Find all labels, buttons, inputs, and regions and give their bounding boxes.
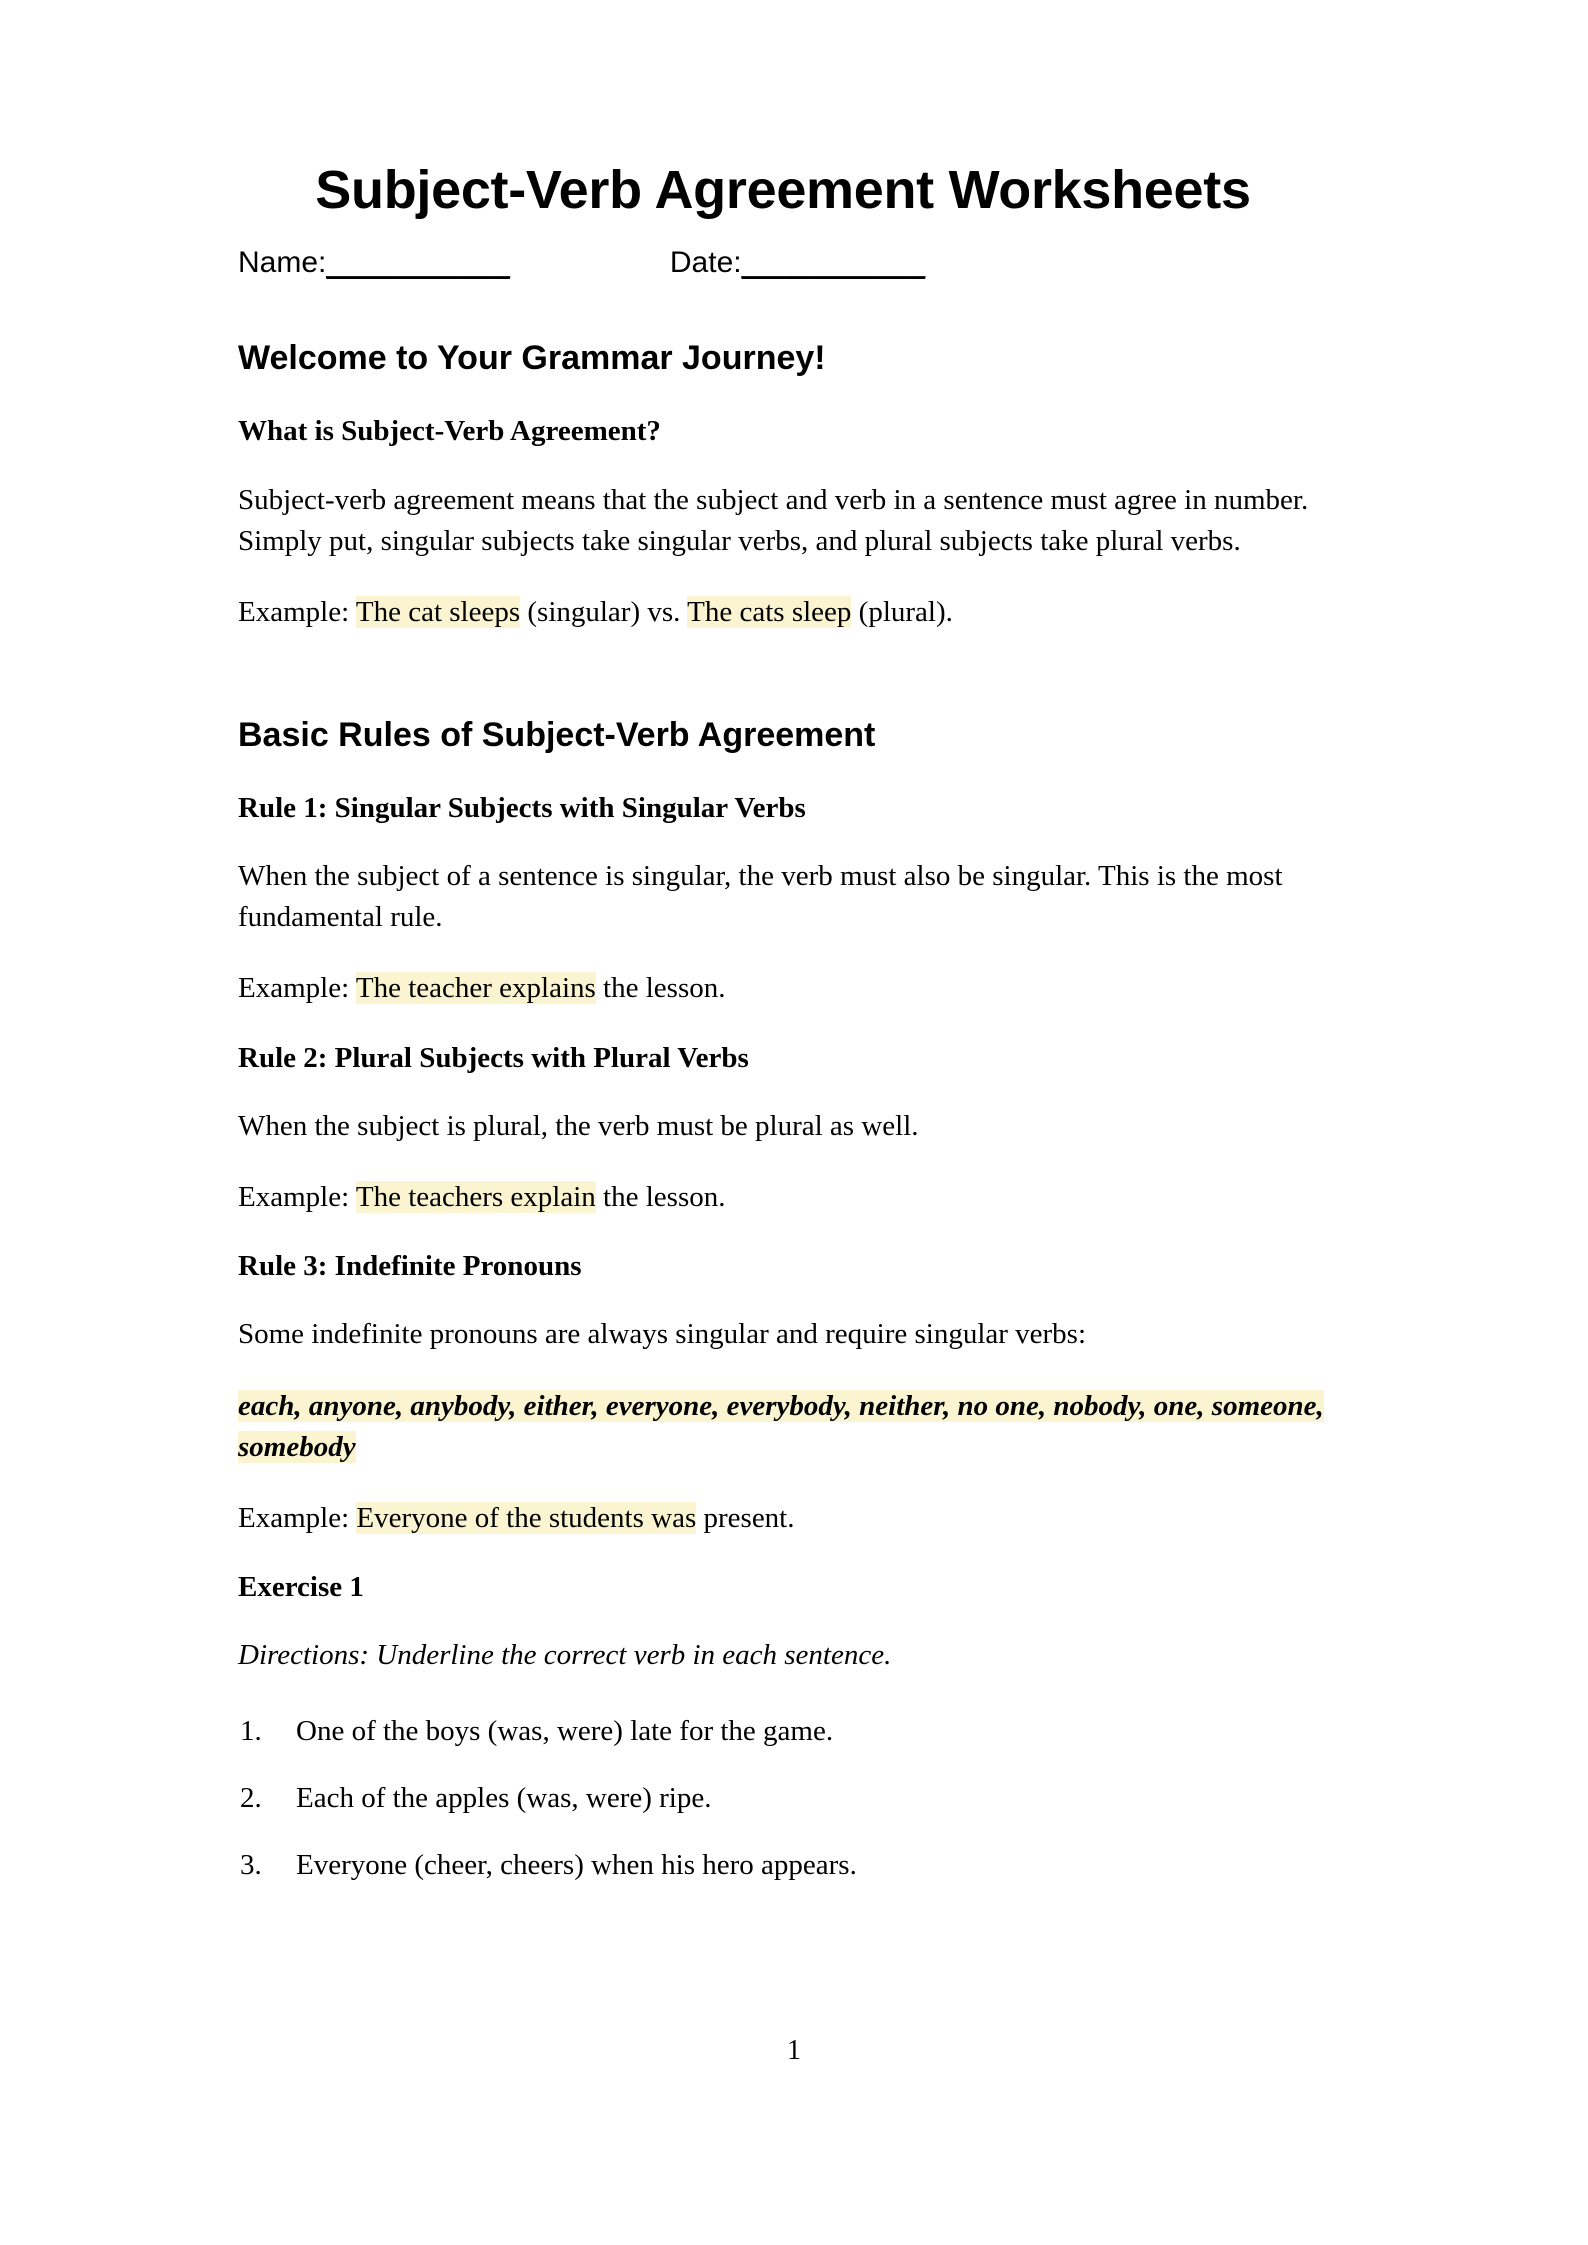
example-prefix: Example: (238, 1181, 356, 1214)
welcome-paragraph: Subject-verb agreement means that the subject and verb in a sentence must agree in number. Simply put, singular subjects take singular verbs, and plural subjects take plural verbs. (238, 483, 1309, 557)
example-highlight-plural: The cats sleep (687, 595, 852, 628)
rule2-heading: Rule 2: Plural Subjects with Plural Verbs (238, 1041, 749, 1074)
list-item-number: 3. (240, 1848, 262, 1881)
page-title: Subject-Verb Agreement Worksheets (315, 160, 1251, 220)
list-item-text: One of the boys (was, were) late for the game. (296, 1714, 834, 1747)
example-prefix: Example: (238, 595, 356, 628)
example-highlight: The teachers explain (355, 1181, 596, 1214)
pronoun-list-highlight: each, anyone, anybody, either, everyone, everybody, neither, no one, nobody, one, someone, somebody (238, 1389, 1324, 1463)
rule1-paragraph: When the subject of a sentence is singular, the verb must also be singular. This is the most fundamental rule. (238, 860, 1283, 934)
rule3-paragraph: Some indefinite pronouns are always singular and require singular verbs: (238, 1318, 1087, 1351)
list-item-text: Each of the apples (was, were) ripe. (296, 1781, 712, 1814)
rule1-example (238, 968, 1328, 1009)
list-item[interactable] (238, 1778, 1328, 1819)
exercise1-list (238, 1711, 1328, 1887)
example-prefix: Example: (238, 1501, 357, 1534)
basic-rules-heading: Basic Rules of Subject-Verb Agreement (238, 716, 876, 755)
example-suffix: present. (696, 1501, 795, 1534)
list-item-number: 2. (240, 1781, 262, 1814)
rule3-example (238, 1498, 1328, 1539)
date-label: Date: (669, 246, 742, 280)
name-label: Name: (238, 246, 327, 280)
page-number: 1 (787, 2035, 801, 2066)
example-middle: (singular) vs. (520, 595, 688, 628)
welcome-heading: Welcome to Your Grammar Journey! (238, 339, 826, 378)
exercise1-directions: Directions: Underline the correct verb in each sentence. (238, 1639, 892, 1672)
exercise1-heading: Exercise 1 (238, 1571, 364, 1604)
name-date-line (238, 246, 1328, 280)
example-suffix: the lesson. (595, 1181, 726, 1214)
example-suffix: the lesson. (595, 972, 726, 1005)
indefinite-pronoun-list (238, 1386, 1328, 1468)
example-highlight: Everyone of the students was (356, 1501, 697, 1534)
name-blank-field[interactable]: ___________ (326, 246, 510, 280)
rule2-example (238, 1177, 1328, 1218)
what-is-sva-heading: What is Subject-Verb Agreement? (238, 415, 661, 448)
example-suffix: (plural). (851, 595, 953, 628)
date-blank-field[interactable]: ___________ (741, 246, 926, 280)
list-item[interactable] (238, 1845, 1328, 1886)
example-prefix: Example: (238, 972, 356, 1005)
document-content (238, 160, 1328, 1912)
rule1-heading: Rule 1: Singular Subjects with Singular Verbs (238, 791, 806, 824)
list-item-text: Everyone (cheer, cheers) when his hero appears. (296, 1848, 857, 1881)
welcome-example (238, 592, 1328, 633)
rule2-paragraph: When the subject is plural, the verb must be plural as well. (238, 1109, 919, 1142)
example-highlight-singular: The cat sleeps (355, 595, 521, 628)
list-item[interactable] (238, 1711, 1328, 1752)
rule3-heading: Rule 3: Indefinite Pronouns (238, 1250, 582, 1283)
example-highlight: The teacher explains (355, 972, 596, 1005)
list-item-number: 1. (240, 1714, 262, 1747)
